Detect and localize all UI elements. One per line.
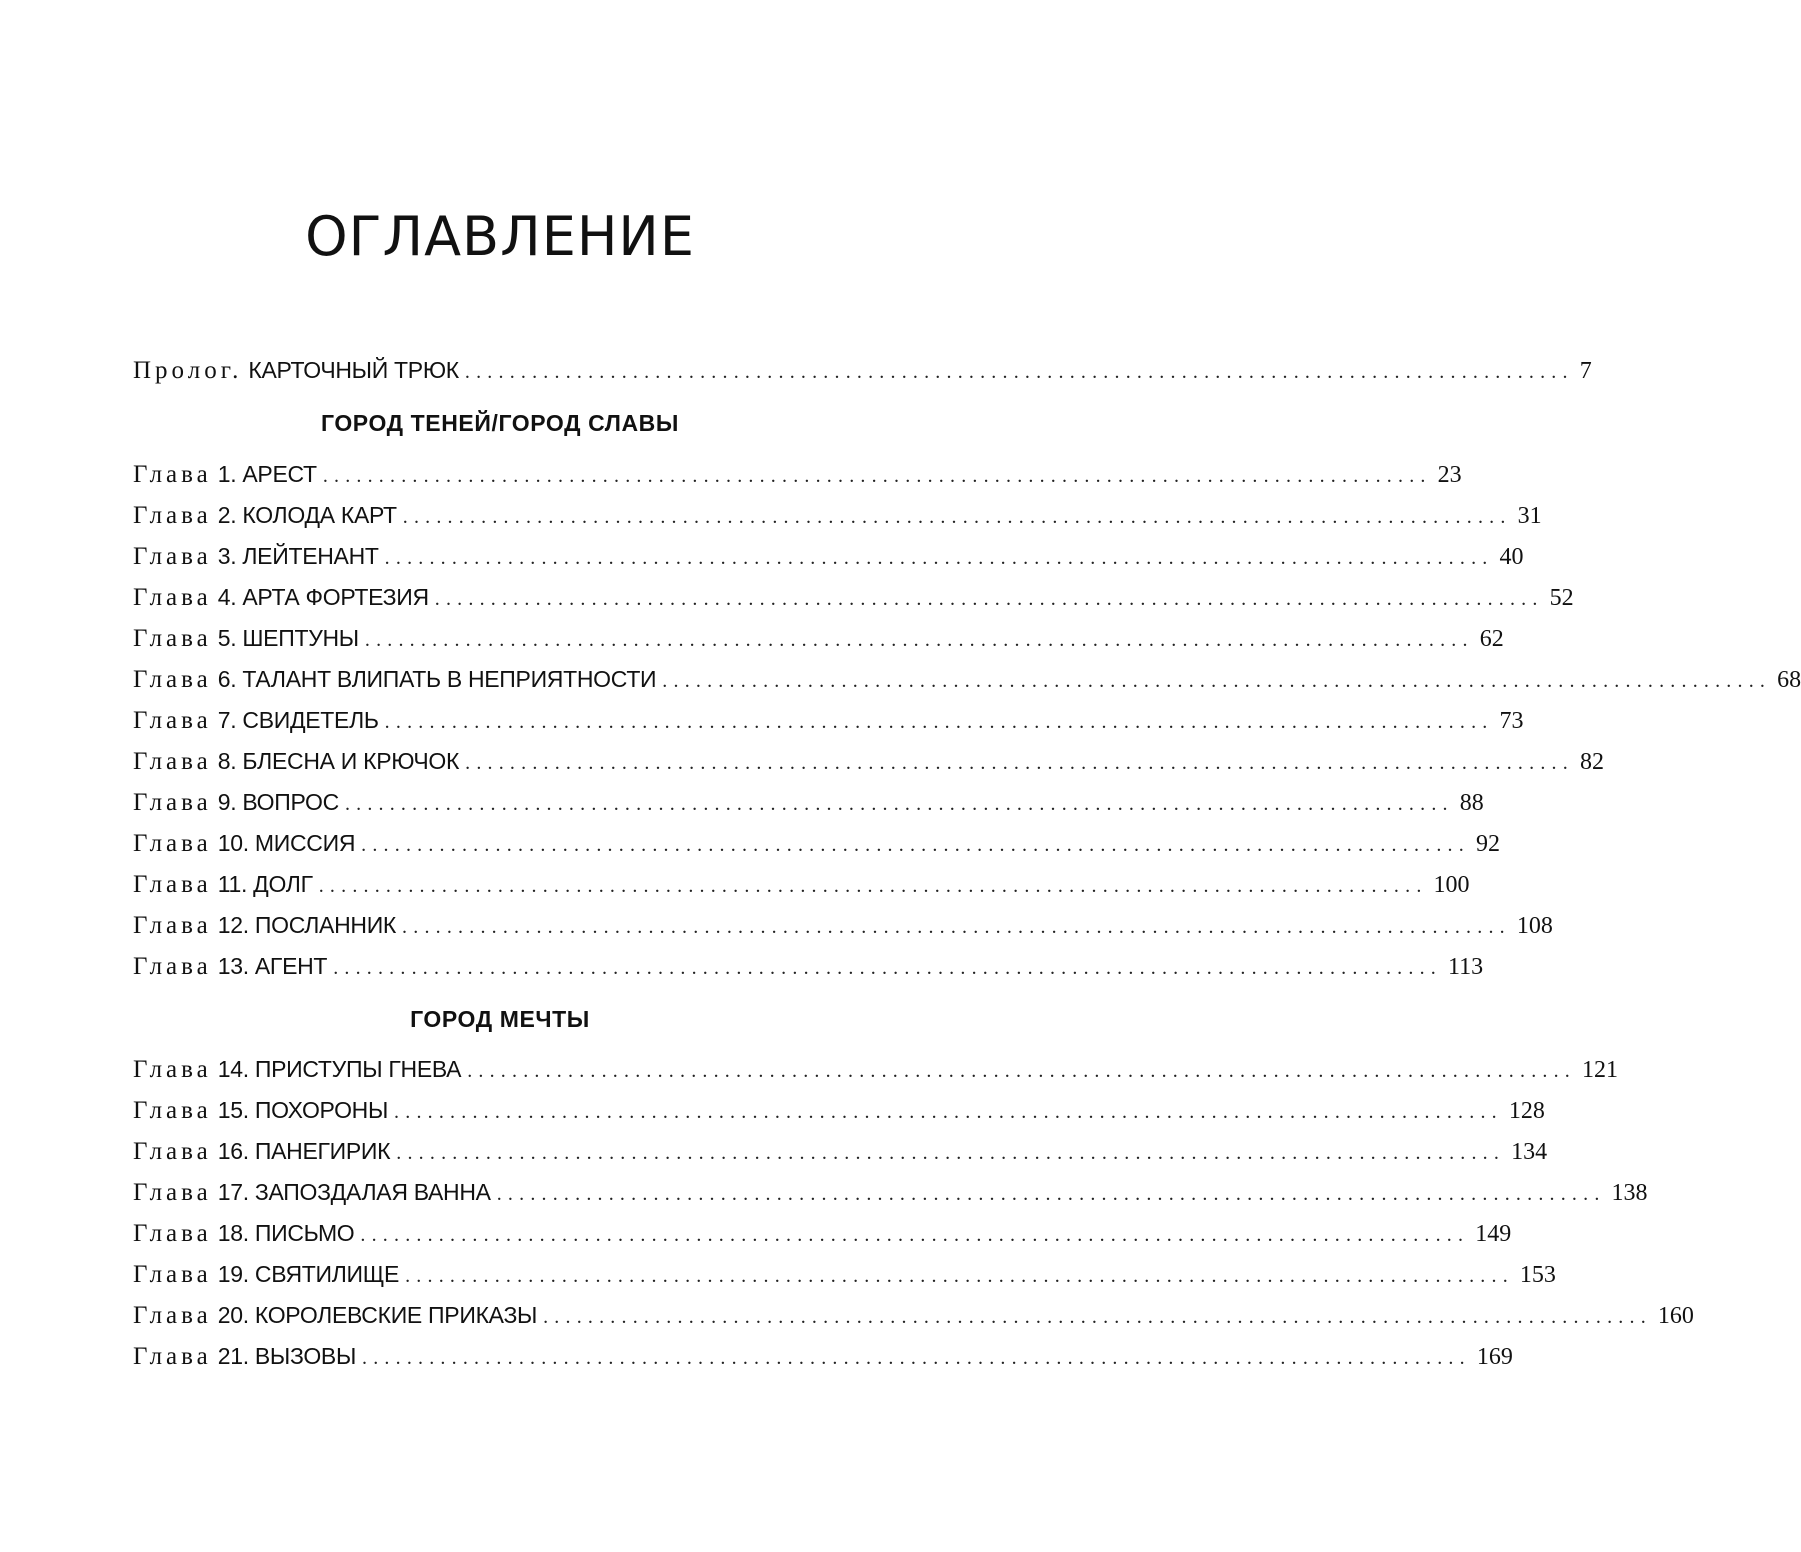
toc-entry[interactable] [133, 1338, 1513, 1374]
entry-page-number: 68 [1777, 667, 1801, 693]
dot-leader: ................................................................................................... [464, 361, 1574, 383]
toc-entry-prologue[interactable] [133, 352, 1592, 388]
entry-title: 15. ПОХОРОНЫ [217, 1097, 389, 1123]
toc-entry[interactable] [133, 661, 1801, 697]
entry-title: КАРТОЧНЫЙ ТРЮК [248, 357, 459, 383]
dot-leader: ................................................................................................... [402, 916, 1511, 938]
dot-leader: ................................................................................................... [362, 1347, 1471, 1369]
toc-entry[interactable] [133, 1256, 1556, 1292]
entry-prefix: Глава [133, 1179, 212, 1206]
entry-prefix: Глава [133, 707, 212, 734]
entry-title: 1. АРЕСТ [217, 461, 317, 487]
dot-leader: ................................................................................................... [318, 875, 1428, 897]
entry-prefix: Глава [133, 789, 212, 816]
toc-entry[interactable] [133, 1215, 1512, 1251]
toc-entry[interactable] [133, 497, 1542, 533]
entry-title: 3. ЛЕЙТЕНАНТ [217, 543, 379, 569]
entry-page-number: 82 [1579, 749, 1604, 775]
entry-title: 2. КОЛОДА КАРТ [217, 502, 397, 528]
entry-prefix: Глава [133, 1056, 212, 1083]
entry-page-number: 169 [1476, 1344, 1513, 1370]
toc-entry[interactable] [133, 1133, 1548, 1169]
section-heading: ГОРОД МЕЧТЫ [410, 1006, 590, 1032]
toc-entry[interactable] [133, 620, 1504, 656]
toc-entry[interactable] [133, 784, 1484, 820]
dot-leader: ................................................................................................... [322, 465, 1432, 487]
entry-page-number: 40 [1499, 544, 1524, 570]
toc-entry[interactable] [133, 825, 1500, 861]
entry-title: 4. АРТА ФОРТЕЗИЯ [217, 584, 429, 610]
entry-prefix: Глава [133, 830, 212, 857]
entry-title: 17. ЗАПОЗДАЛАЯ ВАННА [217, 1179, 491, 1205]
toc-entry[interactable] [133, 1174, 1648, 1210]
dot-leader: ................................................................................................... [662, 670, 1772, 692]
entry-prefix: Глава [133, 912, 212, 939]
dot-leader: ................................................................................................... [467, 1060, 1577, 1082]
entry-prefix: Глава [133, 953, 212, 980]
entry-prefix: Глава [133, 666, 212, 693]
entry-prefix: Глава [133, 1220, 212, 1247]
entry-page-number: 31 [1517, 503, 1542, 529]
entry-title: 18. ПИСЬМО [217, 1220, 355, 1246]
entry-prefix: Глава [133, 543, 212, 570]
entry-prefix: Глава [133, 1343, 212, 1370]
entry-title: 13. АГЕНТ [217, 953, 328, 979]
entry-title: 8. БЛЕСНА И КРЮЧОК [217, 748, 460, 774]
entry-page-number: 160 [1657, 1303, 1694, 1329]
entry-page-number: 113 [1448, 954, 1484, 980]
entry-page-number: 149 [1475, 1221, 1512, 1247]
dot-leader: ................................................................................................... [496, 1183, 1606, 1205]
entry-title: 12. ПОСЛАННИК [217, 912, 397, 938]
entry-prefix: Глава [133, 1302, 212, 1329]
entry-title: 16. ПАНЕГИРИК [217, 1138, 391, 1164]
dot-leader: ................................................................................................... [405, 1265, 1514, 1287]
toc-entry[interactable] [133, 948, 1484, 984]
entry-page-number: 7 [1579, 358, 1592, 384]
toc-entry[interactable] [133, 866, 1470, 902]
toc-entry[interactable] [133, 1297, 1694, 1333]
dot-leader: ................................................................................................... [394, 1101, 1503, 1123]
toc-entry[interactable] [133, 538, 1524, 574]
dot-leader: ................................................................................................... [402, 506, 1512, 528]
entry-title: 9. ВОПРОС [217, 789, 339, 815]
entry-title: 7. СВИДЕТЕЛЬ [217, 707, 379, 733]
entry-page-number: 138 [1611, 1180, 1648, 1206]
dot-leader: ................................................................................................... [344, 793, 1454, 815]
entry-page-number: 62 [1479, 626, 1504, 652]
entry-page-number: 23 [1437, 462, 1462, 488]
entry-page-number: 100 [1433, 872, 1470, 898]
entry-title: 20. КОРОЛЕВСКИЕ ПРИКАЗЫ [217, 1302, 538, 1328]
toc-entry[interactable] [133, 743, 1604, 779]
dot-leader: ................................................................................................... [543, 1306, 1652, 1328]
dot-leader: ................................................................................................... [361, 834, 1470, 856]
entry-page-number: 108 [1516, 913, 1553, 939]
toc-entry[interactable] [133, 456, 1462, 492]
toc-entry[interactable] [133, 702, 1524, 738]
entry-prefix: Глава [133, 502, 212, 529]
entry-prefix: Глава [133, 461, 212, 488]
entry-prefix: Глава [133, 1261, 212, 1288]
entry-title: 5. ШЕПТУНЫ [217, 625, 359, 651]
entry-page-number: 134 [1511, 1139, 1548, 1165]
section-heading: ГОРОД ТЕНЕЙ/ГОРОД СЛАВЫ [320, 410, 680, 436]
entry-prefix: Глава [133, 748, 212, 775]
entry-prefix: Глава [133, 871, 212, 898]
entry-page-number: 52 [1549, 585, 1574, 611]
entry-page-number: 121 [1582, 1057, 1619, 1083]
toc-entry[interactable] [133, 907, 1553, 943]
entry-title: 10. МИССИЯ [217, 830, 356, 856]
toc-entry[interactable] [133, 1092, 1545, 1128]
dot-leader: ................................................................................................... [364, 629, 1474, 651]
entry-title: 21. ВЫЗОВЫ [217, 1343, 357, 1369]
dot-leader: ................................................................................................... [434, 588, 1544, 610]
dot-leader: ................................................................................................... [333, 957, 1442, 979]
entry-prefix: Глава [133, 1097, 212, 1124]
entry-title: 11. ДОЛГ [217, 871, 313, 897]
entry-title: 6. ТАЛАНТ ВЛИПАТЬ В НЕПРИЯТНОСТИ [217, 666, 657, 692]
dot-leader: ................................................................................................... [384, 711, 1494, 733]
entry-page-number: 92 [1475, 831, 1500, 857]
entry-title: 19. СВЯТИЛИЩЕ [217, 1261, 400, 1287]
toc-entry[interactable] [133, 579, 1574, 615]
entry-title: 14. ПРИСТУПЫ ГНЕВА [217, 1056, 462, 1082]
dot-leader: ................................................................................................... [396, 1142, 1506, 1164]
entry-prefix: Глава [133, 625, 212, 652]
entry-page-number: 88 [1459, 790, 1484, 816]
toc-entry[interactable] [133, 1051, 1619, 1087]
entry-page-number: 153 [1519, 1262, 1556, 1288]
dot-leader: ................................................................................................... [465, 752, 1574, 774]
entry-prefix: Пролог. [133, 357, 243, 384]
page-title: ОГЛАВЛЕНИЕ [305, 205, 695, 268]
dot-leader: ................................................................................................... [360, 1224, 1470, 1246]
dot-leader: ................................................................................................... [384, 547, 1494, 569]
entry-page-number: 73 [1499, 708, 1524, 734]
entry-prefix: Глава [133, 584, 212, 611]
entry-page-number: 128 [1508, 1098, 1545, 1124]
entry-prefix: Глава [133, 1138, 212, 1165]
